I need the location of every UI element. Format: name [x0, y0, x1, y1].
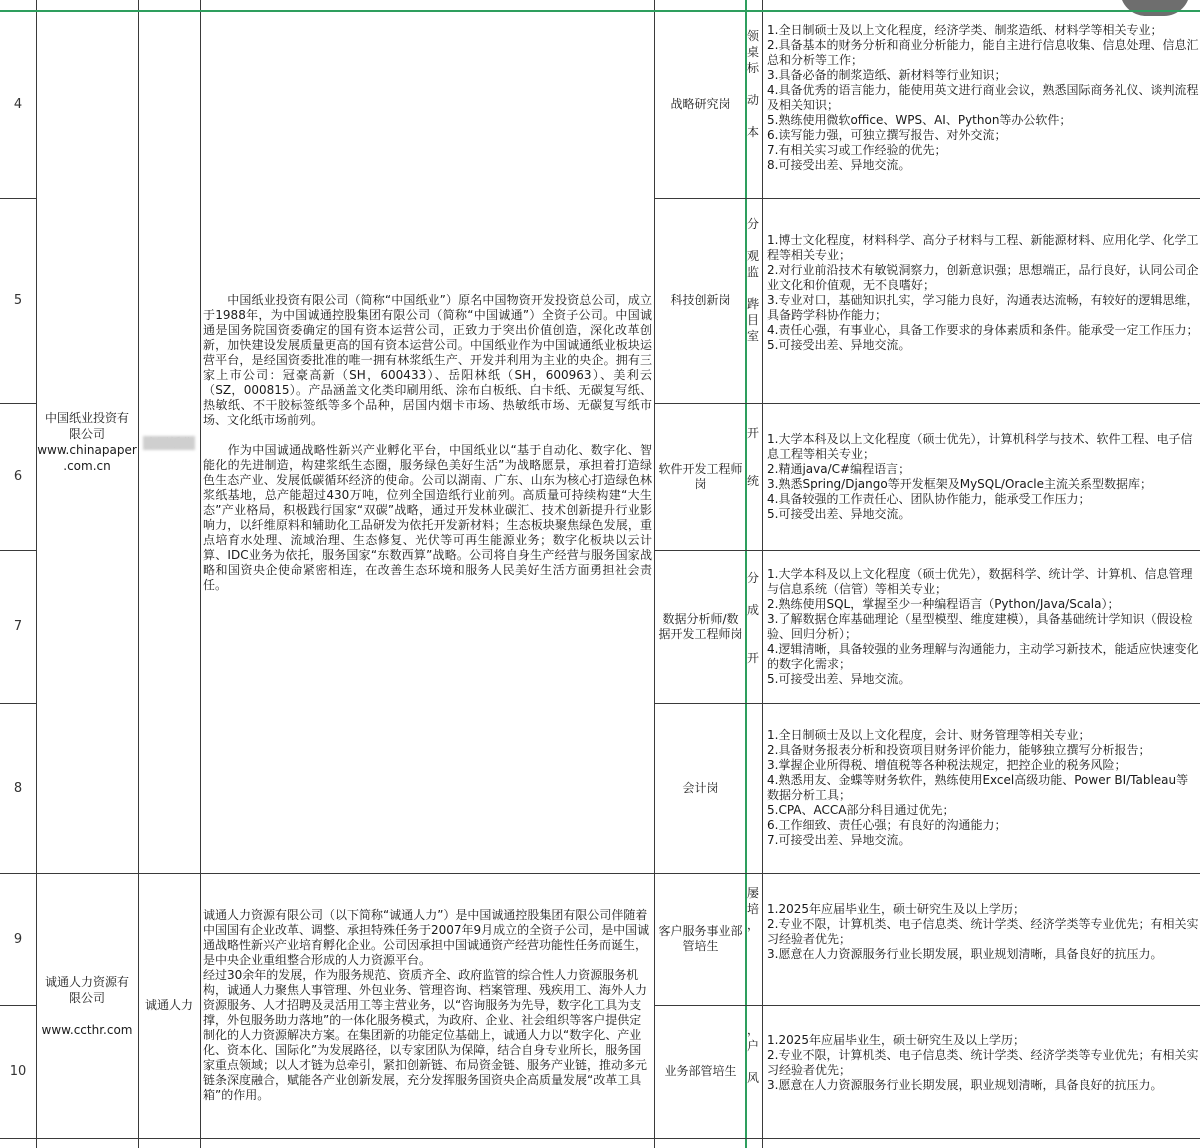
position-title: 数据分析师/数据开发工程师岗 — [658, 611, 743, 641]
position-requirements: 1.2025年应届毕业生，硕士研究生及以上学历； 2.专业不限，计算机类、电子信息类、统计学类、经济学类等专业优先；有相关实习经验者优先； 3.愿意在人力资源服务行业长期发展，职业规划清晰，具备良好的抗压力。 — [767, 902, 1199, 961]
position-requirements: 1.大学本科及以上文化程度（硕士优先），计算机科学与技术、软件工程、电子信息工程等相关专业； 2.精通java/C#编程语言； 3.熟悉Spring/Django等开发框架及MySQL/Oracle主流关系型数据库； 4.具备较强的工作责任心、团队协作能力，能承受工作压力； 5.可接受出差、异地交流。 — [767, 432, 1193, 521]
position-title: 会计岗 — [682, 780, 719, 795]
truncated-column — [747, 720, 759, 860]
position-title: 软件开发工程师岗 — [658, 461, 743, 491]
row-number: 10 — [9, 1064, 27, 1079]
position-requirements: 1.博士文化程度，材料科学、高分子材料与工程、新能源材料、应用化学、化学工程等相关专业； 2.对行业前沿技术有敏锐洞察力，创新意识强；思想端正，品行良好，认同公司企业文化和价值观，无不良嗜好； 3.专业对口，基础知识扎实，学习能力良好，沟通表达流畅，有较好的逻辑思维，具备跨学科协作能力； 4.责任心强，有事业心，具备工作要求的身体素质和条件。能承受一定工作压力； 5.可接受出差、异地交流。 — [767, 233, 1199, 352]
grid-line — [654, 0, 655, 1148]
grid-line — [762, 0, 763, 1148]
company-description: 中国纸业投资有限公司（简称“中国纸业”）原名中国物资开发投资总公司，成立于1988年，为中国诚通控股集团有限公司（简称“中国诚通”）全资子公司。中国诚通是国务院国资委确定的国有资本运营公司，正致力于突出价值创造，深化改革创新，加快建设发展质量更高的国有资本运营公司。中国纸业作为中国诚通纸业板块运营平台，是经国资委批准的唯一拥有林浆纸生产、开发并利用为主业的央企。拥有三家上市公司：冠豪高新（SH，600433）、岳阳林纸（SH，600963）、美利云（SZ，000815）。产品涵盖文化类印刷用纸、涂布白板纸、白卡纸、无碳复写纸、热敏纸、不干胶标签纸等多个品种，居国内烟卡市场、热敏纸市场、无碳复写纸市场、文化纸市场前列。 作为中国诚通战略性新兴产业孵化平台，中国纸业以“基于自动化、数字化、智能化的先进制造，构建浆纸生态圈，服务绿色美好生活”为战略愿景，承担着打造绿色生态产业、发展低碳循环经济的使命。公司以湖南、广东、山东为核心打造绿色林浆纸基地，总产能超过430万吨，位列全国造纸行业前列。高质量可持续构建“大生态”产业格局，积极践行国家“双碳”战略，通过开发林业碳汇、技术创新提升行业影响力，以纤维原料和辅助化工品研发为依托开发新材料；生态板块聚焦绿色发展，重点培育水处理、流域治理、生态修复、光伏等可再生能源业务；数字化板块以云计算、IDC业务为依托，服务国家“东数西算”战略。公司将自身生产经营与服务国家战略和国资央企使命紧密相连，在改善生态环境和服务人民美好生活方面勇担社会责任。 — [203, 293, 652, 592]
row-number: 6 — [13, 469, 23, 484]
position-requirements: 1.全日制硕士及以上文化程度，会计、财务管理等相关专业； 2.具备财务报表分析和投资项目财务评价能力，能够独立撰写分析报告； 3.掌握企业所得税、增值税等各种税法规定，把控企业的税务风险； 4.熟悉用友、金蝶等财务软件，熟练使用Excel高级功能、Power BI/Tableau等数据分析工具； 5.CPA、ACCA部分科目通过优先； 6.工作细致、责任心强；有良好的沟通能力； 7.可接受出差、异地交流。 — [767, 728, 1189, 847]
position-title: 业务部管培生 — [664, 1064, 737, 1078]
overlay-blob — [1120, 0, 1190, 16]
company-description: 诚通人力资源有限公司（以下简称“诚通人力”）是中国诚通控股集团有限公司伴随着中国国有企业改革、调整、承担特殊任务于2007年9月成立的全资子公司，是中国诚通战略性新兴产业培育孵化企业。公司因承担中国诚通资产经营功能性任务而诞生，是中央企业重组整合形成的人力资源平台。 经过30余年的发展，作为服务规范、资质齐全、政府监管的综合性人力资源服务机构，诚通人力聚焦人事管理、外包业务、管理咨询、档案管理、残疾用工、海外人力资源服务、人才招聘及灵活用工等主营业务，以“咨询服务为先导，数字化工具为支撑，外包服务助力落地”的一体化服务模式，为政府、企业、社会组织等客户提供定制化的人力资源解决方案。在集团新的功能定位基础上，诚通人力以“数字化、产业化、资本化、国际化”为发展路径，以专家团队为保障，结合自身专业所长，服务国家重点领域；以人才链为总牵引，紧扣创新链、布局资金链、服务产业链，推动多元链条深度融合，赋能各产业创新发展，充分发挥服务国资央企高质量发展“改革工具箱”的作用。 — [203, 908, 650, 1102]
position-requirements: 1.全日制硕士及以上文化程度，经济学类、制浆造纸、材料学等相关专业； 2.具备基本的财务分析和商业分析能力，能自主进行信息收集、信息处理、信息汇总和分析等工作； 3.具备必备的制浆造纸、新材料等行业知识； 4.具备优秀的语言能力，能使用英文进行商业会议，熟悉国际商务礼仪、谈判流程及相关知识； 5.熟练使用微软office、WPS、AI、Python等办公软件； 6.读写能力强，可独立撰写报告、对外交流； 7.有相关实习或工作经验的优先； 8.可接受出差、异地交流。 — [767, 23, 1199, 172]
position-title: 战略研究岗 — [670, 96, 731, 111]
truncated-column: 开 统 — [747, 426, 759, 488]
truncated-column: ， 户 风 — [747, 1023, 759, 1085]
selection-line — [0, 10, 1200, 12]
position-requirements: 1.2025年应届毕业生，硕士研究生及以上学历； 2.专业不限，计算机类、电子信息类、统计学类、经济学类等专业优先；有相关实习经验者优先； 3.愿意在人力资源服务行业长期发展，职业规划清晰，具备良好的抗压力。 — [767, 1033, 1199, 1092]
position-title: 科技创新岗 — [670, 293, 731, 307]
row-number: 4 — [13, 96, 23, 112]
row-number: 7 — [13, 619, 23, 634]
position-requirements: 1.大学本科及以上文化程度（硕士优先），数据科学、统计学、计算机、信息管理与信息系统（信管）等相关专业； 2.熟练使用SQL，掌握至少一种编程语言（Python/Java/Scala）； 3.了解数据仓库基础理论（星型模型、维度建模），具备基础统计学知识（假设检验、回归分析）； 4.逻辑清晰，具备较强的业务理解与沟通能力，主动学习新技术，能适应快速变化的数字化需求； 5.可接受出差、异地交流。 — [767, 567, 1199, 686]
company-name: 中国纸业投资有 限公司 www.chinapaper .com.cn — [37, 410, 137, 473]
truncated-column: 领 桌 标 动 本 — [747, 29, 759, 139]
row-number: 5 — [13, 293, 23, 308]
redacted-abbrev — [143, 436, 195, 450]
grid-line — [0, 1138, 1200, 1139]
truncated-column: 分 观 监 跸 目 室 — [747, 217, 759, 343]
company-name: 诚通人力资源有 限公司 www.ccthr.com — [41, 974, 133, 1037]
truncated-column: 分 成 开 — [747, 571, 759, 665]
row-number: 9 — [13, 931, 23, 947]
truncated-column: 屡 培 ， — [747, 886, 759, 932]
position-title: 客户服务事业部管培生 — [658, 924, 743, 953]
company-abbrev: 诚通人力 — [144, 998, 193, 1012]
row-number: 8 — [13, 780, 23, 796]
